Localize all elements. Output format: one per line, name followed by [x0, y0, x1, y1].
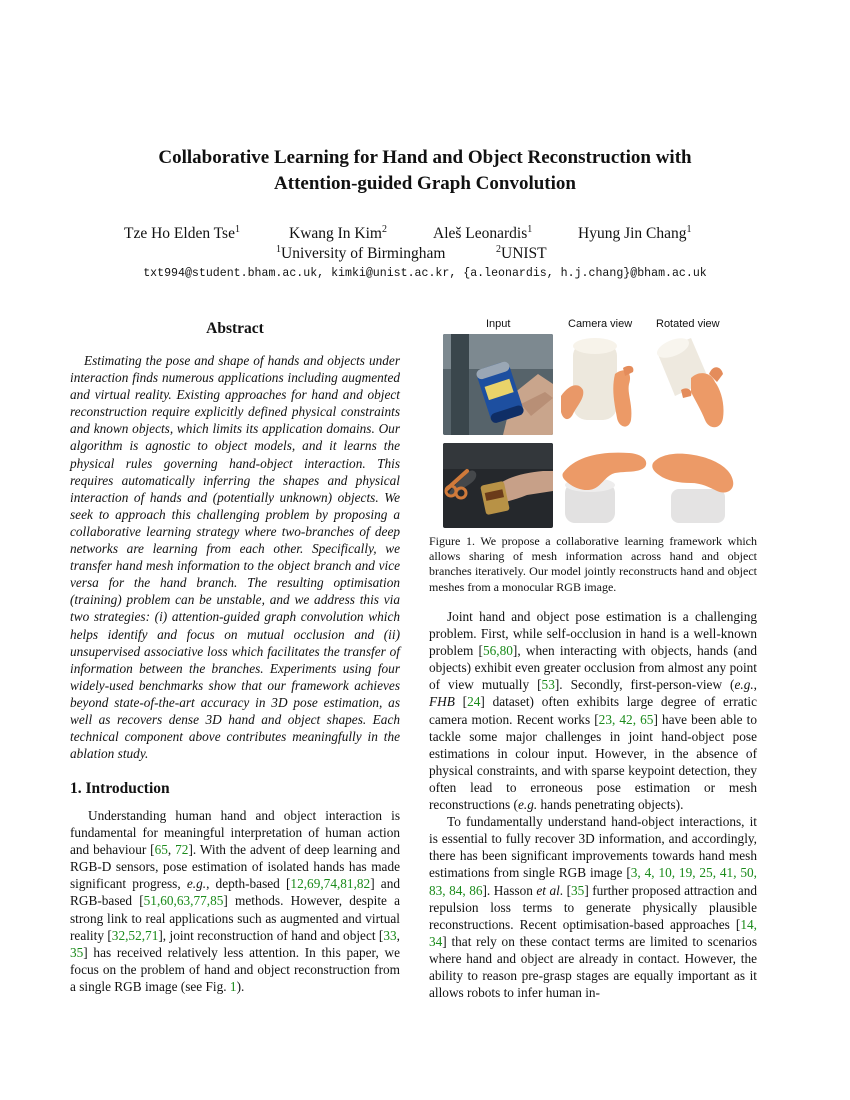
- author-3: [433, 225, 532, 243]
- author-sup: 1: [234, 224, 240, 235]
- citation-link[interactable]: 51,60,63,77,85: [143, 893, 224, 909]
- figure-label-rotated-view: Rotated view: [656, 318, 720, 330]
- citation-link[interactable]: 72: [175, 842, 189, 858]
- affiliation-1: [276, 245, 445, 263]
- citation-link[interactable]: 32,52,71: [111, 927, 159, 943]
- text-run: ]. Secondly, first-person-view (: [554, 677, 735, 693]
- figure-1-caption: Figure 1. We propose a collaborative learning framework which allows sharing of mesh information across hand and object branches iteratively. Our model jointly reconstructs hand and object meshes from a monocular RGB image.: [429, 534, 757, 594]
- author-sup: 1: [686, 224, 692, 235]
- text-run: , depth-based [: [206, 876, 291, 892]
- camera-view-1-graphic: [559, 334, 651, 435]
- text-run: ,: [167, 842, 176, 858]
- input-photo-1: [443, 334, 553, 435]
- rotated-view-1: [651, 334, 737, 435]
- citation-link[interactable]: 56,80: [482, 643, 513, 659]
- figure-label-camera-view: Camera view: [568, 318, 633, 330]
- text-run: et al: [536, 882, 560, 898]
- citation-link[interactable]: 12,69,74,81,82: [290, 876, 371, 892]
- citation-link[interactable]: 33: [383, 927, 397, 943]
- citation-link[interactable]: 23, 42, 65: [598, 711, 654, 727]
- title-line-1: Collaborative Learning for Hand and Object Reconstruction with: [158, 147, 692, 168]
- affiliation-name: UNIST: [501, 245, 547, 262]
- rotated-view-2-graphic: [651, 443, 737, 528]
- figure-link[interactable]: 1: [229, 978, 237, 994]
- text-run: ,: [753, 677, 757, 693]
- text-run: ] and RGB-based [: [70, 876, 401, 909]
- author-name: Kwang In Kim: [289, 225, 382, 242]
- citation-link[interactable]: 35: [571, 882, 585, 898]
- paper-title: [0, 145, 850, 197]
- affiliation-name: University of Birmingham: [281, 245, 446, 262]
- body-paragraph: [429, 813, 757, 1001]
- text-run: ]. With the advent of deep learning and RGB-D sensors, pose estimation of isolated hands has made significant progress,: [70, 842, 400, 892]
- text-run: . [: [559, 882, 572, 898]
- input-photo-2: [443, 443, 553, 528]
- section-heading-introduction: 1. Introduction: [70, 780, 170, 797]
- author-4: [578, 225, 692, 243]
- text-run: ], when interacting with objects, hands (and objects) exhibit even greater occlusion from almost any point of view mutually [: [429, 643, 757, 693]
- author-1: [124, 225, 240, 243]
- text-run: ]. Hasson: [482, 882, 537, 898]
- author-name: Aleš Leonardis: [433, 225, 528, 242]
- text-run: e.g.: [734, 677, 754, 693]
- citation-link[interactable]: 24: [467, 694, 481, 710]
- text-run: FHB: [429, 694, 455, 710]
- affiliation-2: [496, 245, 547, 263]
- text-run: Understanding human hand and object interaction is fundamental for meaningful interpretation of human action and behaviour [: [70, 808, 400, 858]
- text-run: ] have been able to tackle some major challenges in joint hand-object pose estimations in colour input. However, in the absence of physical constraints, and with sparse keypoint detection, they often lead to erroneous pose estimation or mesh reconstructions (: [429, 711, 757, 813]
- text-run: ).: [236, 978, 245, 994]
- intro-paragraph: [70, 807, 400, 995]
- input-photo-1-graphic: [443, 334, 553, 435]
- author-2: [289, 225, 387, 243]
- text-run: e.g.: [186, 876, 207, 892]
- input-photo-2-graphic: [443, 443, 553, 528]
- text-run: ] that rely on these contact terms are limited to scenarios where hand and object are already in contact. However, the ability to reason pre-grasp stages are equally important as it allows robots to infer human in-: [429, 933, 757, 1001]
- figure-label-input: Input: [486, 318, 511, 330]
- citation-link[interactable]: 3, 4, 10, 19, 25, 41, 50, 83, 84, 86: [429, 865, 758, 898]
- text-run: [: [454, 694, 468, 710]
- citation-link[interactable]: 14, 34: [429, 916, 757, 949]
- rotated-view-1-graphic: [651, 334, 737, 435]
- text-run: e.g.: [518, 797, 538, 813]
- author-name: Hyung Jin Chang: [578, 225, 687, 242]
- citation-link[interactable]: 53: [541, 677, 555, 693]
- author-emails: txt994@student.bham.ac.uk, kimki@unist.ac.kr, {a.leonardis, h.j.chang}@bham.ac.uk: [143, 267, 707, 280]
- right-column-body: [429, 608, 757, 1001]
- author-name: Tze Ho Elden Tse: [124, 225, 235, 242]
- rotated-view-2: [651, 443, 737, 528]
- citation-link[interactable]: 65: [154, 842, 168, 858]
- text-run: ] dataset) often exhibits large degree of erratic camera motion. Recent works [: [429, 694, 757, 727]
- text-run: Joint hand and object pose estimation is a challenging problem. First, while self-occlusion in hand is a well-known problem [: [429, 609, 757, 659]
- citation-link[interactable]: 35: [70, 944, 84, 960]
- abstract-body: [70, 352, 400, 762]
- author-sup: 2: [382, 224, 387, 235]
- text-run: ] methods. However, despite a strong link to real applications such as augmented and virtual reality [: [70, 893, 400, 943]
- author-sup: 1: [527, 224, 533, 235]
- text-run: hands penetrating objects).: [537, 797, 684, 813]
- text-run: ], joint reconstruction of hand and object [: [158, 927, 384, 943]
- camera-view-2: [559, 443, 651, 528]
- introduction-body: [70, 807, 400, 995]
- abstract-heading: Abstract: [206, 320, 264, 337]
- text-run: To fundamentally understand hand-object interactions, it is essential to fully recover 3D information, and accordingly, there has been significant improvements towards hand mesh estimations from single RGB image [: [429, 814, 757, 881]
- affiliation-sup: 1: [276, 244, 281, 255]
- text-run: ] has received relatively less attention. In this paper, we focus on the problem of hand and object reconstruction from a single RGB image (see Fig.: [70, 944, 400, 994]
- body-paragraph: [429, 608, 757, 813]
- text-run: ] further proposed attraction and repulsion loss terms to generate physically plausible reconstructions. Recent optimisation-based approaches [: [429, 882, 758, 932]
- title-line-2: Attention-guided Graph Convolution: [274, 173, 576, 194]
- abstract-text: Estimating the pose and shape of hands and objects under interaction finds numerous applications including augmented and virtual reality. Existing approaches for hand and object reconstruction require explicitly defined physical constraints and known objects, which limits its application domains. Our algorithm is agnostic to object models, and it learns the physical rules governing hand-object interaction. This requires automatically inferring the shapes and physical interaction of hands and (potentially unknown) objects. We seek to approach this challenging problem by proposing a collaborative learning strategy where two-branches of deep networks are learning from each other. Specifically, we transfer hand mesh information to the object branch and vice versa for the hand branch. The resulting optimisation (training) problem can be unstable, and we address this via two strategies: (i) attention-guided graph convolution which helps identify and focus on mutual occlusion and (ii) unsupervised associative loss which facilitates the transfer of information between the branches. Experiments using four widely-used benchmarks show that our framework achieves beyond state-of-the-art accuracy in 3D pose estimation, as well as recovers dense 3D hand and object shapes. Each technical component above contributes meaningfully in the ablation study.: [70, 353, 400, 762]
- text-run: ,: [396, 927, 400, 943]
- camera-view-2-graphic: [559, 443, 651, 528]
- camera-view-1: [559, 334, 651, 435]
- affiliation-sup: 2: [496, 244, 501, 255]
